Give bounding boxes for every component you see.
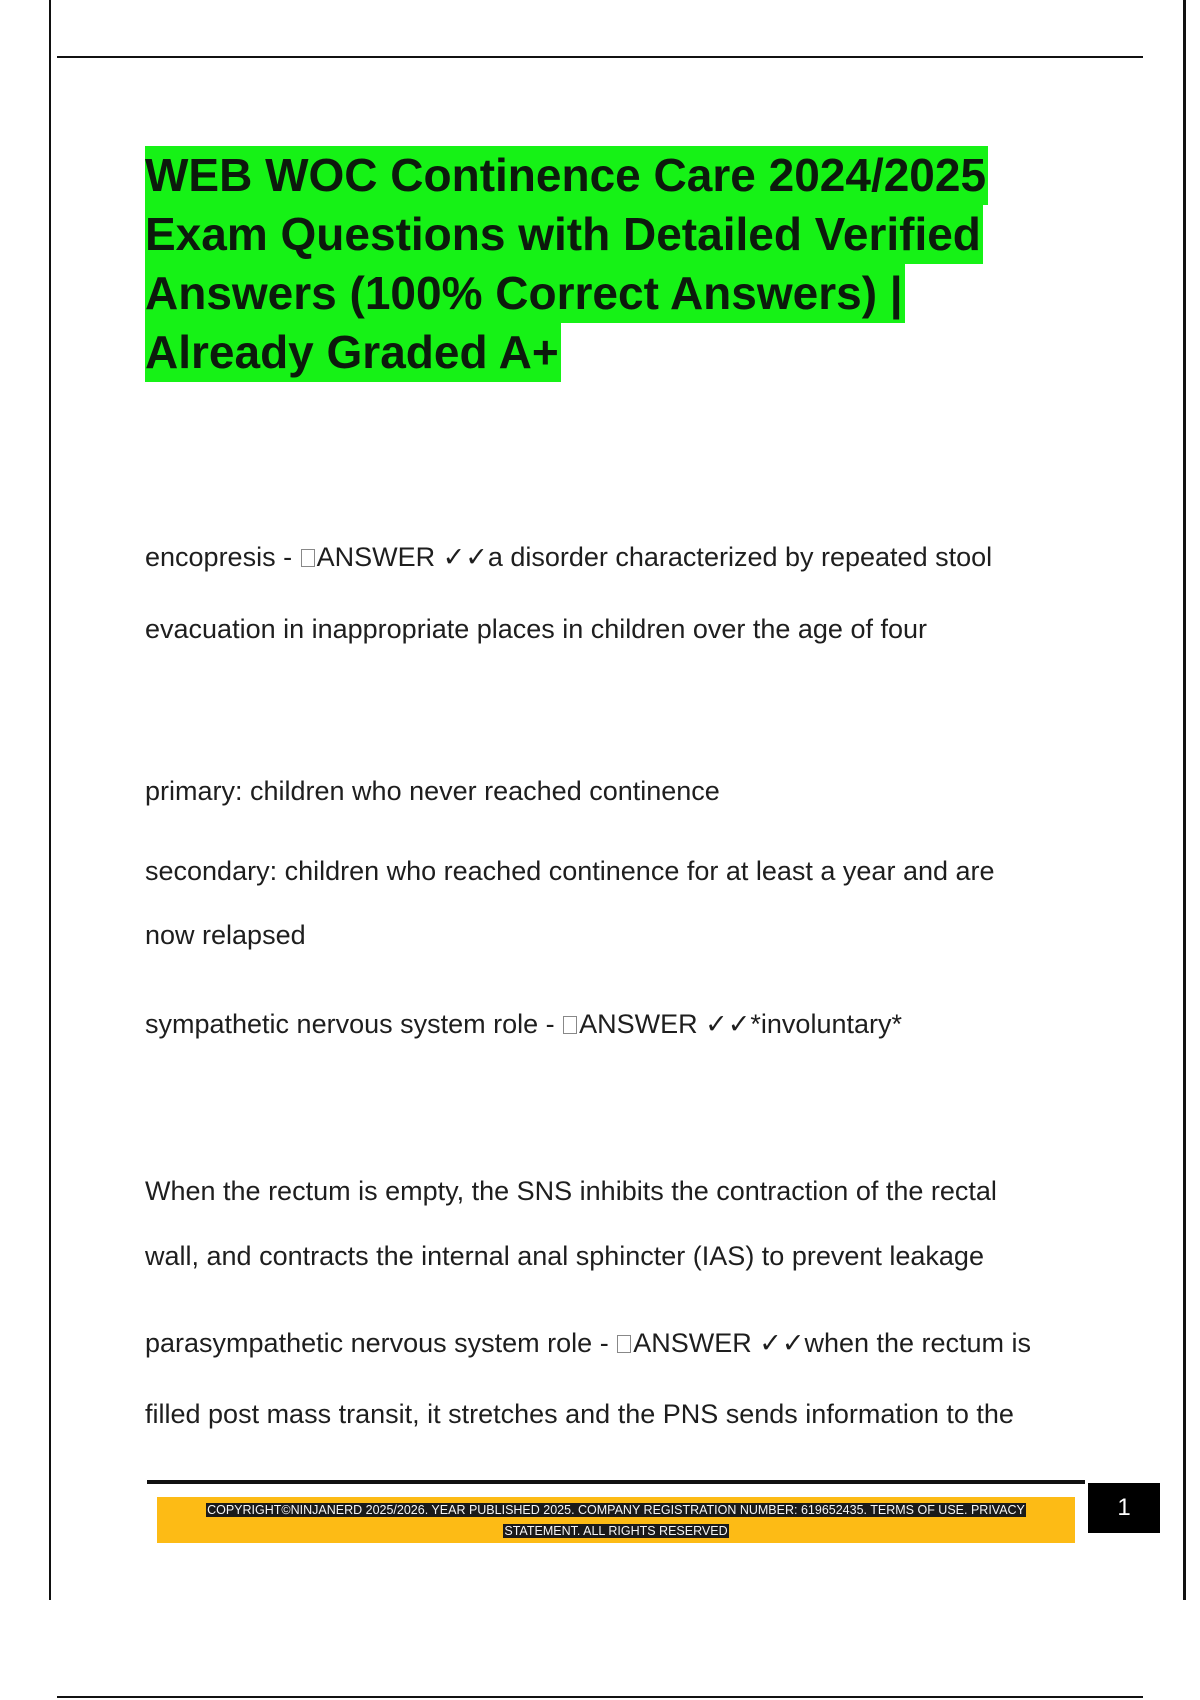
answer-text: ANSWER ✓✓a disorder characterized by repeated stool	[316, 542, 993, 572]
answer-detail: secondary: children who reached continence for at least a year and are	[145, 856, 995, 886]
page-number: 1	[1088, 1483, 1160, 1533]
copyright-notice	[170, 1500, 1062, 1542]
question-term: sympathetic nervous system role -	[145, 1009, 563, 1039]
answer-detail: When the rectum is empty, the SNS inhibits the contraction of the rectal	[145, 1176, 997, 1206]
missing-glyph-icon	[617, 1335, 631, 1353]
page-border-right	[1183, 0, 1186, 1600]
answer-detail: wall, and contracts the internal anal sphincter (IAS) to prevent leakage	[145, 1241, 984, 1271]
title-line: Answers (100% Correct Answers) |	[145, 264, 905, 323]
answer-continuation: filled post mass transit, it stretches and the PNS sends information to the	[145, 1399, 1014, 1429]
answer-text: ANSWER ✓✓*involuntary*	[579, 1009, 902, 1039]
missing-glyph-icon	[563, 1016, 577, 1034]
copyright-line: STATEMENT. ALL RIGHTS RESERVED	[504, 1524, 728, 1538]
question-parasympathetic	[145, 1328, 1105, 1359]
page-border-left	[49, 0, 51, 1600]
question-term: encopresis -	[145, 542, 300, 572]
answer-detail: primary: children who never reached continence	[145, 776, 720, 806]
document-title	[145, 146, 1045, 382]
next-page-rule	[57, 1696, 1143, 1698]
title-line: Exam Questions with Detailed Verified	[145, 205, 983, 264]
answer-detail: now relapsed	[145, 920, 306, 950]
question-term: parasympathetic nervous system role -	[145, 1328, 617, 1358]
answer-text: ANSWER ✓✓when the rectum is	[633, 1328, 1032, 1358]
header-rule	[57, 56, 1143, 58]
copyright-line: COPYRIGHT©NINJANERD 2025/2026. YEAR PUBLISHED 2025. COMPANY REGISTRATION NUMBER: 619652435. TERMS OF USE. PRIVACY	[207, 1503, 1025, 1517]
missing-glyph-icon	[301, 549, 315, 567]
title-line: Already Graded A+	[145, 323, 561, 382]
question-encopresis	[145, 542, 1105, 573]
footer-rule	[147, 1480, 1085, 1484]
title-line: WEB WOC Continence Care 2024/2025	[145, 146, 988, 205]
answer-continuation: evacuation in inappropriate places in children over the age of four	[145, 614, 927, 644]
question-sympathetic	[145, 1009, 1105, 1040]
